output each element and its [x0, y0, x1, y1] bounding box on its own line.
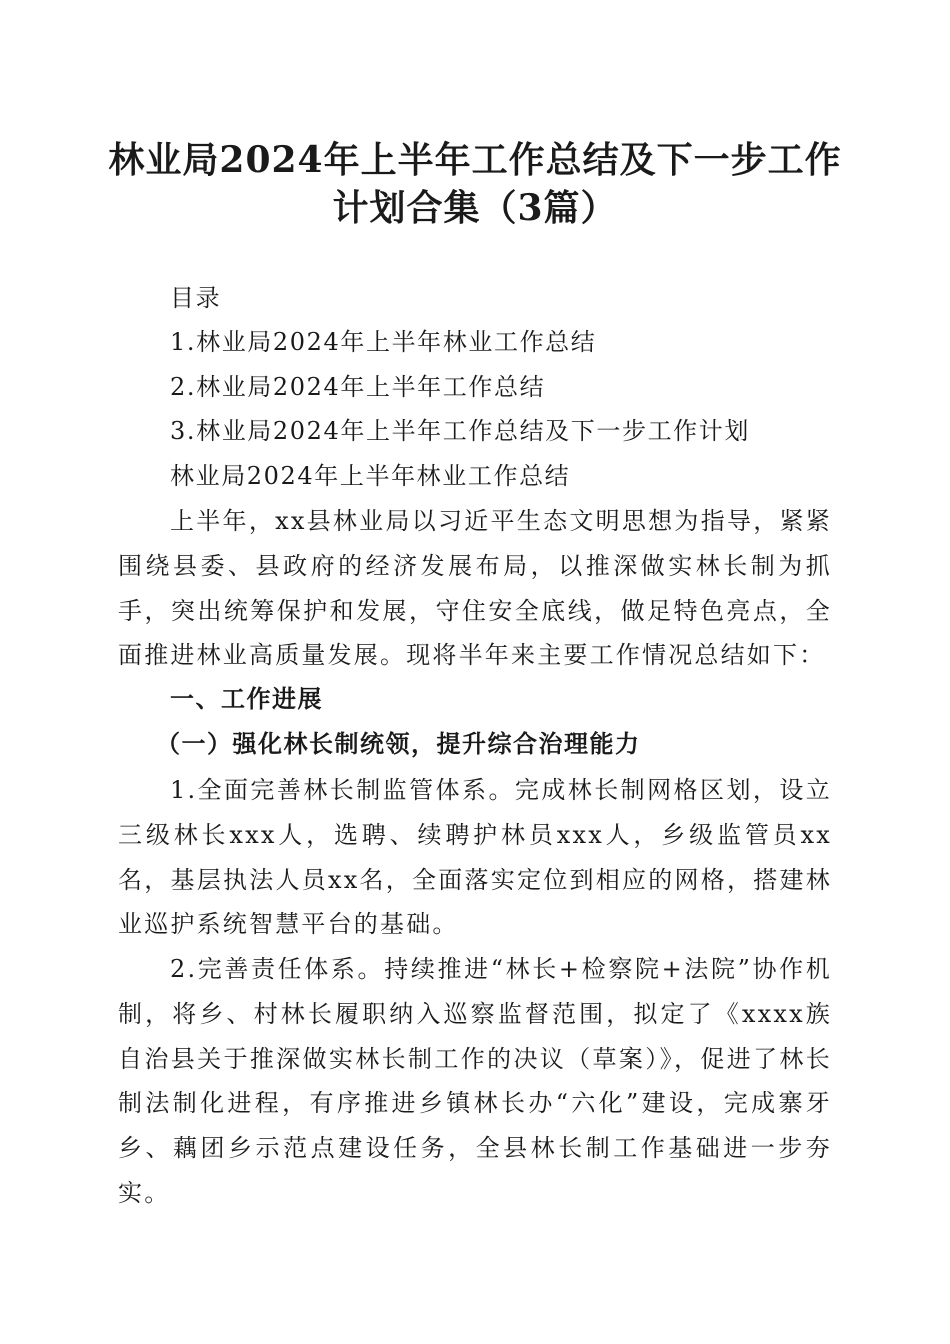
article-title: 林业局2024年上半年林业工作总结: [170, 462, 571, 490]
section-heading: 一、工作进展: [170, 685, 323, 713]
toc-item-1: 1.林业局2024年上半年林业工作总结: [170, 328, 597, 356]
toc-item-3: 3.林业局2024年上半年工作总结及下一步工作计划: [170, 417, 750, 445]
toc-item-2: 2.林业局2024年上半年工作总结: [170, 373, 546, 401]
paragraph-1: 1.全面完善林长制监管体系。完成林长制网格区划，设立三级林长xxx人，选聘、续聘护林员xxx人，乡级监管员xx名，基层执法人员xx名，全面落实定位到相应的网格，搭建林业巡护系统智慧平台的基础。: [118, 776, 832, 939]
toc-heading: 目录: [170, 284, 222, 312]
document-title-line-1: 林业局2024年上半年工作总结及下一步工作: [108, 139, 842, 181]
paragraph-2: 2.完善责任体系。持续推进“林长+检察院+法院”协作机制，将乡、村林长履职纳入巡察监督范围，拟定了《xxxx族自治县关于推深做实林长制工作的决议（草案）》，促进了林长制法制化进程，有序推进乡镇林长办“六化”建设，完成寨牙乡、藕团乡示范点建设任务，全县林长制工作基础进一步夯实。: [118, 955, 832, 1207]
subsection-heading: （一）强化林长制统领，提升综合治理能力: [156, 729, 641, 758]
intro-paragraph: 上半年，xx县林业局以习近平生态文明思想为指导，紧紧围绕县委、县政府的经济发展布局，以推深做实林长制为抓手，突出统筹保护和发展，守住安全底线，做足特色亮点，全面推进林业高质量发展。现将半年来主要工作情况总结如下：: [118, 507, 832, 670]
document-title-line-2: 计划合集（3篇）: [332, 187, 618, 229]
